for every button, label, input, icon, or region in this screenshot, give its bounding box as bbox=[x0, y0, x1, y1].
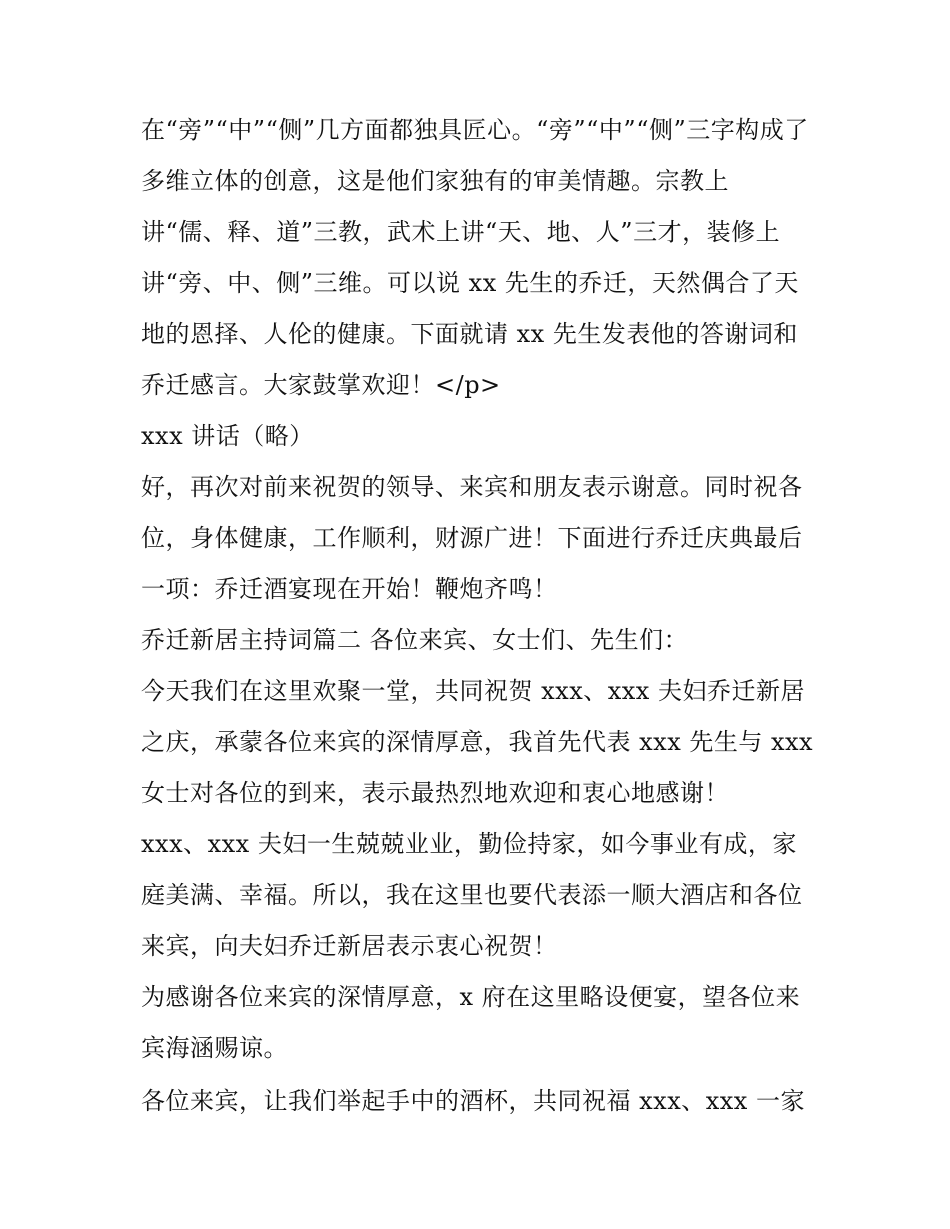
text-line: 多维立体的创意，这是他们家独有的审美情趣。宗教上 bbox=[141, 167, 729, 195]
text-line: 好，再次对前来祝贺的领导、来宾和朋友表示谢意。同时祝各 bbox=[141, 473, 803, 501]
text-line: 女士对各位的到来，表示最热烈地欢迎和衷心地感谢！ bbox=[141, 779, 729, 807]
text-line: 为感谢各位来宾的深情厚意，x 府在这里略设便宴，望各位来 bbox=[141, 983, 801, 1011]
text-line: 庭美满、幸福。所以，我在这里也要代表添一顺大酒店和各位 bbox=[141, 881, 803, 909]
text-line: 位，身体健康，工作顺利，财源广进！下面进行乔迁庆典最后 bbox=[141, 524, 803, 552]
text-line: 讲“旁、中、侧”三维。可以说 xx 先生的乔迁，天然偶合了天 bbox=[141, 269, 799, 297]
text-line: 地的恩择、人伦的健康。下面就请 xx 先生发表他的答谢词和 bbox=[141, 320, 798, 348]
document-body bbox=[141, 105, 831, 1127]
text-line: 乔迁新居主持词篇二 各位来宾、女士们、先生们： bbox=[141, 626, 689, 654]
text-line: 之庆，承蒙各位来宾的深情厚意，我首先代表 xxx 先生与 xxx bbox=[141, 728, 814, 756]
text-line: 在“旁”“中”“侧”几方面都独具匠心。“旁”“中”“侧”三字构成了 bbox=[141, 116, 809, 144]
text-line: xxx、xxx 夫妇一生兢兢业业，勤俭持家，如今事业有成，家 bbox=[141, 830, 797, 858]
text-line: 今天我们在这里欢聚一堂，共同祝贺 xxx、xxx 夫妇乔迁新居 bbox=[141, 677, 805, 705]
text-line: 各位来宾，让我们举起手中的酒杯，共同祝福 xxx、xxx 一家 bbox=[141, 1087, 805, 1115]
text-line: 来宾，向夫妇乔迁新居表示衷心祝贺！ bbox=[141, 932, 558, 960]
text-line: 乔迁感言。大家鼓掌欢迎！</p> bbox=[141, 371, 501, 399]
text-line: 宾海涵赐谅。 bbox=[141, 1034, 288, 1062]
text-line: 一项：乔迁酒宴现在开始！鞭炮齐鸣！ bbox=[141, 575, 558, 603]
text-line: 讲“儒、释、道”三教，武术上讲“天、地、人”三才，装修上 bbox=[141, 218, 781, 246]
text-line: xxx 讲话（略） bbox=[141, 422, 314, 450]
